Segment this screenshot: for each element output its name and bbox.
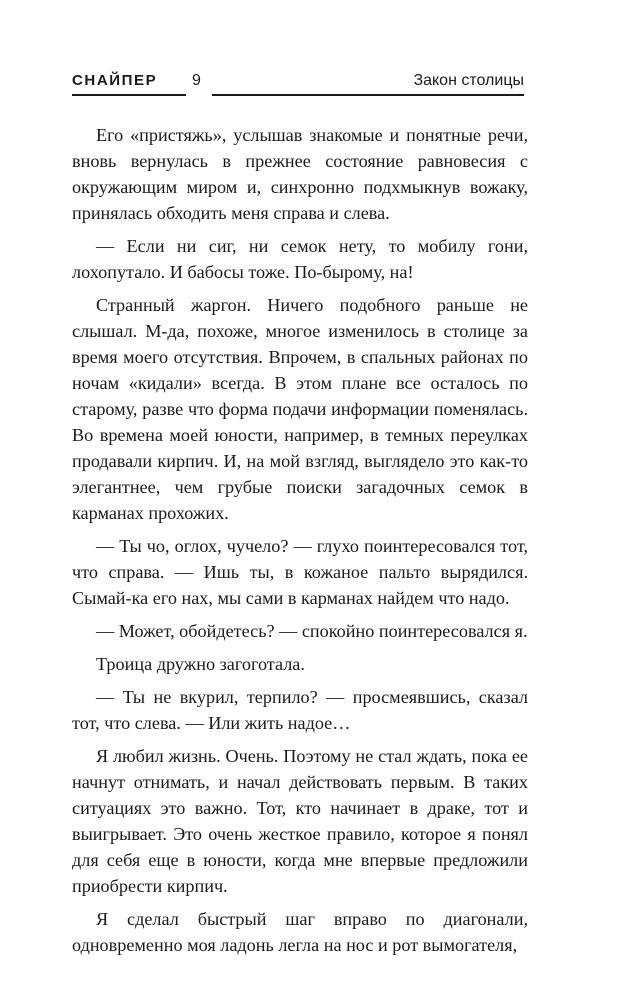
paragraph: Странный жаргон. Ничего подобного раньше не слышал. М-да, похоже, многое изменилось в столице за время моего отсутствия. Впрочем, в спальных районах по ночам «кидали» всегда. В этом плане все осталось по старому, разве что форма подачи информации поменялась. Во времена моей юности, например, в темных переулках продавали кирпич. И, на мой взгляд, выглядело это как-то элегантнее, чем грубые поиски загадочных семок в карманах прохожих. xyxy=(72,295,528,523)
running-head xyxy=(72,70,524,96)
paragraph: Я сделал быстрый шаг вправо по диагонали, одновременно моя ладонь легла на нос и рот вымогателя, xyxy=(72,909,528,955)
paragraph: Его «пристяжь», услышав знакомые и понятные речи, вновь вернулась в прежнее состояние равновесия с окружающим миром и, синхронно подхмыкнув вожаку, принялась обходить меня справа и слева. xyxy=(72,125,528,223)
header-rule-left xyxy=(72,94,186,96)
series-title: СНАЙПЕР xyxy=(72,72,158,89)
paragraph: — Может, обойдетесь? — спокойно поинтересовался я. xyxy=(96,621,528,641)
page-number: 9 xyxy=(192,72,201,89)
paragraph: — Ты не вкурил, терпило? — просмеявшись, сказал тот, что слева. — Или жить надое… xyxy=(72,687,528,733)
paragraph: Я любил жизнь. Очень. Поэтому не стал ждать, пока ее начнут отнимать, и начал действовать первым. В таких ситуациях это важно. Тот, кто начинает в драке, тот и выигрывает. Это очень жесткое правило, которое я понял для себя еще в юности, когда мне впервые предложили приобрести кирпич. xyxy=(72,746,528,896)
paragraph: — Ты чо, оглох, чучело? — глухо поинтересовался тот, что справа. — Ишь ты, в кожаное пальто вырядился. Сымай-ка его нах, мы сами в карманах найдем что надо. xyxy=(72,536,528,608)
book-title: Закон столицы xyxy=(413,72,524,89)
paragraph: — Если ни сиг, ни семок нету, то мобилу гони, лохопутало. И бабосы тоже. По-бырому, на! xyxy=(72,236,528,282)
body-text xyxy=(72,122,528,965)
paragraph: Троица дружно загоготала. xyxy=(96,654,305,674)
header-rule-right xyxy=(212,94,524,96)
